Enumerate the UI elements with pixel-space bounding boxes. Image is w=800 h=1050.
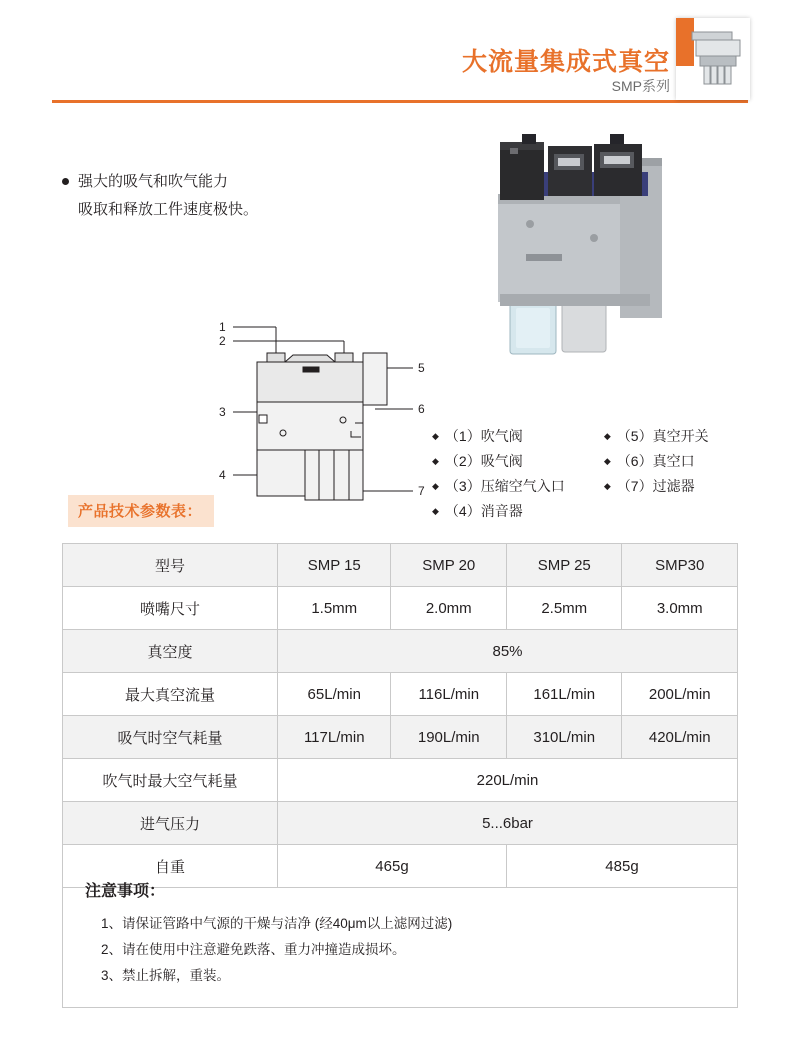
bullet-text: 强大的吸气和吹气能力 [78, 173, 229, 190]
spec-table [62, 543, 738, 888]
table-cell: 220L/min [278, 759, 738, 802]
callout-4: 4 [219, 468, 226, 482]
diamond-icon: ◆ [603, 481, 611, 491]
row-label: 自重 [63, 845, 278, 888]
table-row [63, 716, 738, 759]
row-label: 吸气时空气耗量 [63, 716, 278, 759]
legend-label: （2）吸气阀 [444, 453, 523, 469]
note-item: 2、请在使用中注意避免跌落、重力冲撞造成损坏。 [101, 942, 406, 957]
legend-label: （1）吹气阀 [444, 428, 523, 444]
table-cell: 200L/min [622, 673, 738, 716]
diamond-icon: ◆ [432, 456, 439, 466]
table-header-cell: SMP 20 [391, 544, 507, 587]
legend-column-left [432, 424, 600, 524]
product-line-drawing [215, 305, 445, 520]
callout-5: 5 [418, 361, 425, 375]
legend [432, 424, 762, 524]
table-cell: 116L/min [391, 673, 507, 716]
callout-3: 3 [219, 405, 226, 419]
legend-item [432, 474, 600, 499]
legend-item [604, 424, 709, 449]
callout-2: 2 [219, 334, 226, 348]
table-cell: 310L/min [506, 716, 622, 759]
table-cell: 65L/min [278, 673, 391, 716]
legend-label: （7）过滤器 [616, 478, 695, 494]
callout-1: 1 [219, 320, 226, 334]
note-item: 3、禁止拆解，重装。 [101, 968, 231, 983]
table-cell: 420L/min [622, 716, 738, 759]
page-title: 大流量集成式真空 [461, 48, 670, 76]
table-header-cell: 型号 [63, 544, 278, 587]
legend-item [432, 424, 600, 449]
diamond-icon: ◆ [432, 431, 439, 441]
row-label: 吹气时最大空气耗量 [63, 759, 278, 802]
feature-bullets [62, 168, 392, 224]
table-row [63, 587, 738, 630]
table-row [63, 802, 738, 845]
row-label: 最大真空流量 [63, 673, 278, 716]
table-cell: 85% [278, 630, 738, 673]
legend-column-right [604, 424, 709, 499]
legend-item [604, 474, 709, 499]
legend-item [432, 499, 600, 524]
header-thumbnail [676, 18, 750, 100]
row-label: 进气压力 [63, 802, 278, 845]
table-cell: 5...6bar [278, 802, 738, 845]
legend-label: （4）消音器 [444, 503, 523, 519]
table-cell: 2.5mm [506, 587, 622, 630]
table-row [63, 759, 738, 802]
legend-label: （3）压缩空气入口 [444, 478, 565, 494]
table-cell: 1.5mm [278, 587, 391, 630]
callout-7: 7 [418, 484, 425, 498]
product-thumbnail-icon [690, 26, 746, 92]
table-header-row [63, 544, 738, 587]
legend-item [432, 449, 600, 474]
note-item: 1、请保证管路中气源的干燥与洁净 (经40μm以上滤网过滤) [101, 916, 453, 931]
table-cell: 465g [278, 845, 507, 888]
product-photo [470, 128, 720, 368]
table-header-cell: SMP 25 [506, 544, 622, 587]
table-cell: 485g [506, 845, 737, 888]
bullet-dot-icon [62, 178, 69, 185]
bullet-subtext: 吸取和释放工件速度极快。 [78, 201, 259, 218]
notes-title: 注意事项： [85, 883, 166, 900]
page-subtitle: SMP系列 [611, 78, 670, 94]
diamond-icon: ◆ [432, 506, 439, 516]
table-cell: 161L/min [506, 673, 622, 716]
legend-item [604, 449, 709, 474]
notes-section [62, 864, 738, 1008]
table-cell: 117L/min [278, 716, 391, 759]
table-header-cell: SMP30 [622, 544, 738, 587]
row-label: 真空度 [63, 630, 278, 673]
table-cell: 190L/min [391, 716, 507, 759]
section-tag-spec-table: 产品技术参数表： [68, 495, 214, 527]
callout-6: 6 [418, 402, 425, 416]
header-divider [52, 100, 748, 103]
page-header [0, 0, 800, 120]
table-cell: 3.0mm [622, 587, 738, 630]
diamond-icon: ◆ [603, 456, 611, 466]
legend-label: （6）真空口 [616, 453, 695, 469]
diamond-icon: ◆ [432, 481, 439, 491]
table-cell: 2.0mm [391, 587, 507, 630]
row-label: 喷嘴尺寸 [63, 587, 278, 630]
legend-label: （5）真空开关 [616, 428, 709, 444]
diamond-icon: ◆ [603, 431, 611, 441]
bullet-item [62, 168, 392, 196]
table-header-cell: SMP 15 [278, 544, 391, 587]
table-row [63, 673, 738, 716]
table-row [63, 630, 738, 673]
